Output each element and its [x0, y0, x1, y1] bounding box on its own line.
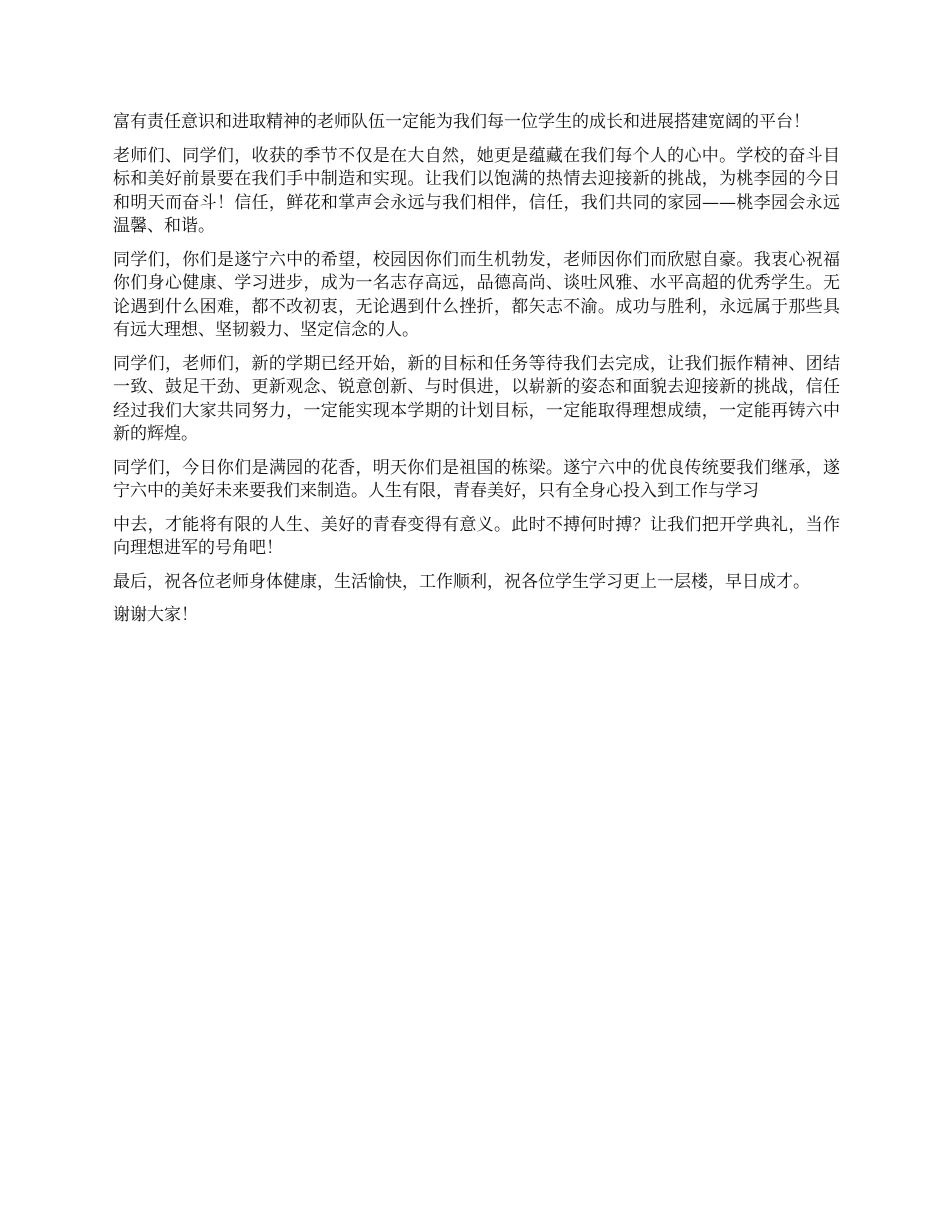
paragraph-4: 同学们，老师们，新的学期已经开始，新的目标和任务等待我们去完成，让我们振作精神、团结一致、鼓足干劲、更新观念、锐意创新、与时俱进，以崭新的姿态和面貌去迎接新的挑战，信任经过我们大家共同努力，一定能实现本学期的计划目标，一定能取得理想成绩，一定能再铸六中新的辉煌。 [113, 353, 840, 444]
paragraph-1: 富有责任意识和进取精神的老师队伍一定能为我们每一位学生的成长和进展搭建宽阔的平台！ [113, 112, 810, 132]
paragraph-6: 中去，才能将有限的人生、美好的青春变得有意义。此时不搏何时搏？让我们把开学典礼，当作向理想进军的号角吧！ [113, 514, 840, 558]
paragraph-2: 老师们、同学们，收获的季节不仅是在大自然，她更是蕴藏在我们每个人的心中。学校的奋斗目标和美好前景要在我们手中制造和实现。让我们以饱满的热情去迎接新的挑战，为桃李园的今日和明天而奋斗！信任，鲜花和掌声会永远与我们相伴，信任，我们共同的家园——桃李园会永远温馨、和谐。 [113, 145, 840, 236]
paragraph-5: 同学们，今日你们是满园的花香，明天你们是祖国的栋梁。遂宁六中的优良传统要我们继承，遂宁六中的美好未来要我们来制造。人生有限，青春美好，只有全身心投入到工作与学习 [113, 457, 840, 501]
paragraph-7: 最后，祝各位老师身体健康，生活愉快，工作顺利，祝各位学生学习更上一层楼，早日成才。 [113, 571, 810, 592]
document-body [113, 111, 840, 628]
paragraph-3: 同学们，你们是遂宁六中的希望，校园因你们而生机勃发，老师因你们而欣慰自豪。我衷心祝福你们身心健康、学习进步，成为一名志存高远，品德高尚、谈吐风雅、水平高超的优秀学生。无论遇到什么困难，都不改初衷，无论遇到什么挫折，都矢志不渝。成功与胜利，永远属于那些具有远大理想、坚韧毅力、坚定信念的人。 [113, 249, 840, 340]
closing-line: 谢谢大家！ [113, 605, 198, 625]
